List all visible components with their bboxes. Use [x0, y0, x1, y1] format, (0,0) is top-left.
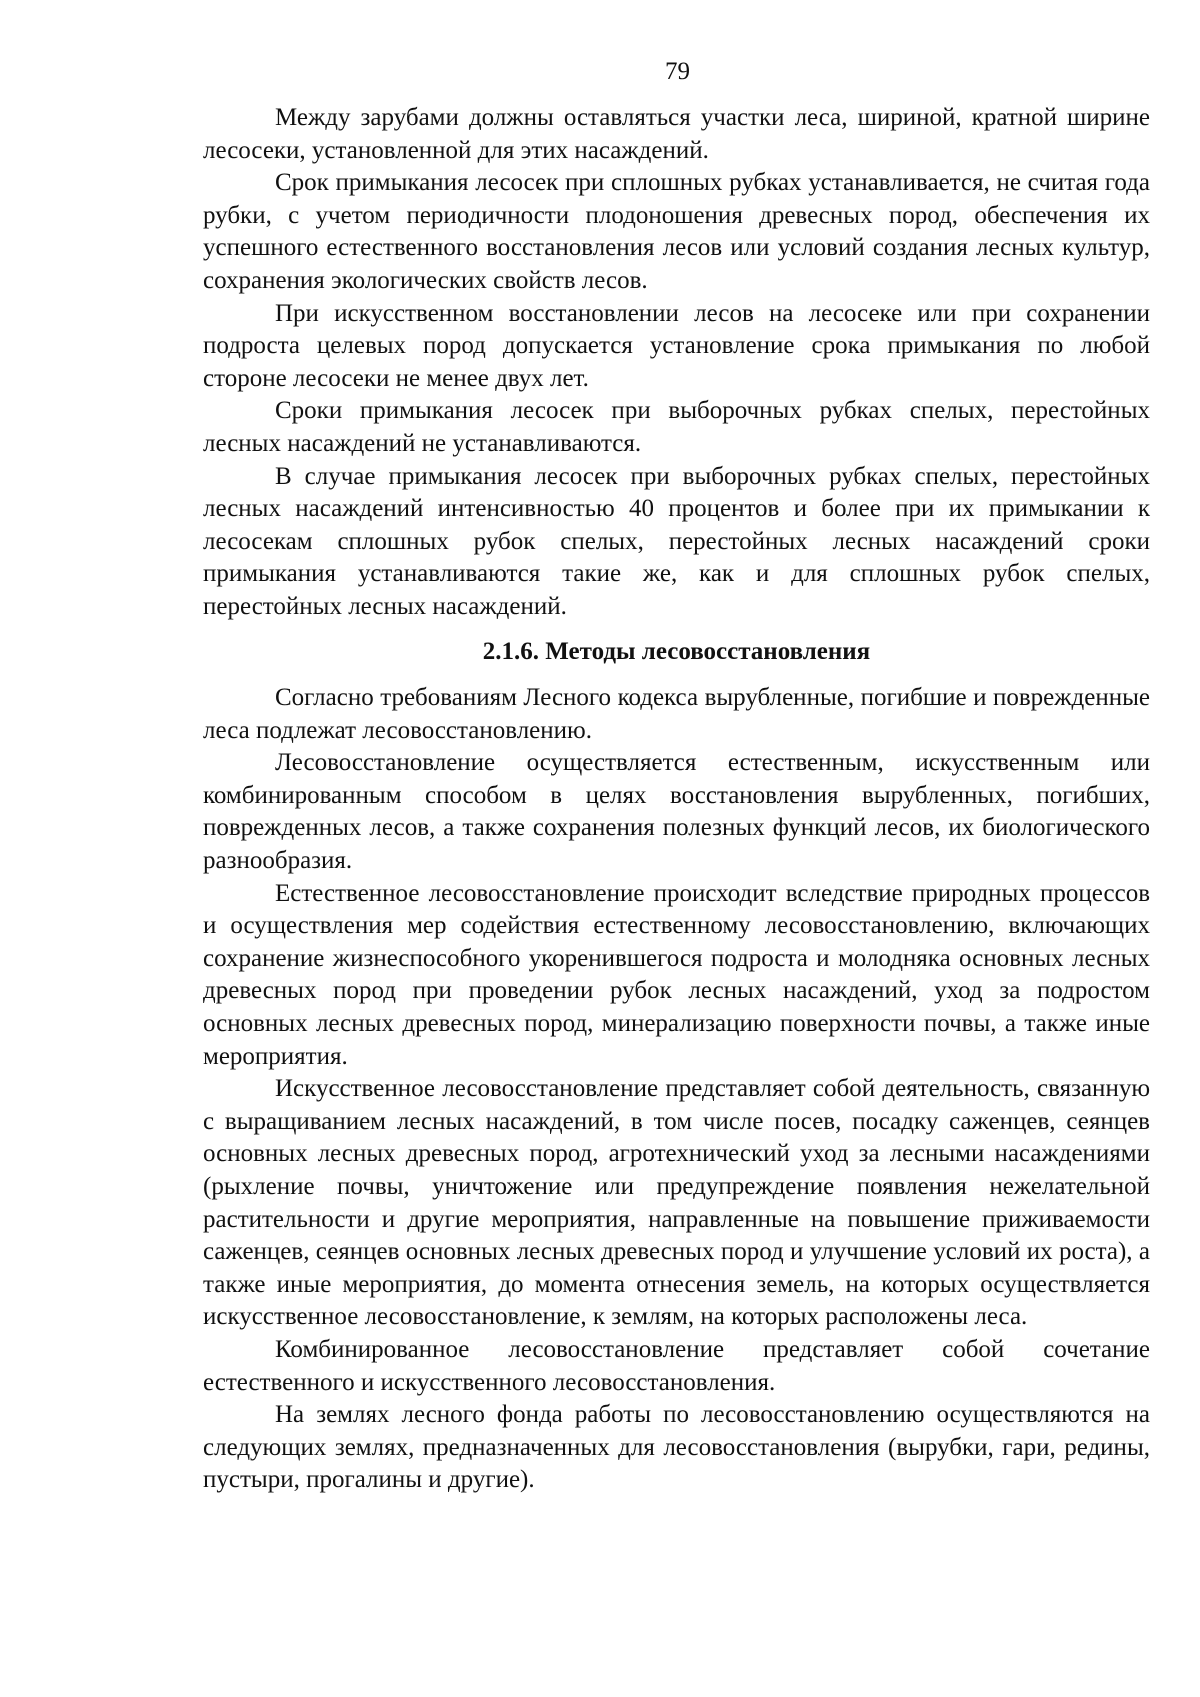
section-heading: 2.1.6. Методы лесовосстановления [482, 637, 871, 665]
paragraph-artificial-regeneration: Искусственное лесовосстановление представляет собой деятельность, связанную с выращиванием лесных насаждений, в том числе посев, посадку саженцев, сеянцев основных лесных древесных пород, агротехнический уход за лесными насаждениями (рыхление почвы, уничтожение или предупреждение появления нежелательной растительности и другие мероприятия, направленные на повышение приживаемости саженцев, сеянцев основных лесных древесных пород и улучшение условий их роста), а также иные мероприятия, до момента отнесения земель, на которых осуществляется искусственное лесовосстановление, к землям, на которых расположены леса. [203, 1075, 1150, 1331]
document-page [203, 56, 1150, 1497]
paragraph-selective-intensity-40: В случае примыкания лесосек при выборочных рубках спелых, перестойных лесных насаждений интенсивностью 40 процентов и более при их примыкании к лесосекам сплошных рубок спелых, перестойных лесных насаждений сроки примыкания устанавливаются такие же, как и для сплошных рубок спелых, перестойных лесных насаждений. [203, 462, 1150, 620]
paragraph-clearing-strips: Между зарубами должны оставляться участки леса, шириной, кратной ширине лесосеки, установленной для этих насаждений. [203, 104, 1150, 164]
paragraph-forest-code-requirement: Согласно требованиям Лесного кодекса вырубленные, погибшие и поврежденные леса подлежат лесовосстановлению. [203, 684, 1150, 744]
page-number: 79 [665, 58, 690, 85]
paragraph-regeneration-methods: Лесовосстановление осуществляется естественным, искусственным или комбинированным способом в целях восстановления вырубленных, погибших, поврежденных лесов, а также сохранения полезных функций лесов, их биологического разнообразия. [203, 749, 1150, 875]
paragraph-forest-fund-lands: На землях лесного фонда работы по лесовосстановлению осуществляются на следующих землях, предназначенных для лесовосстановления (вырубки, гари, редины, пустыри, прогалины и другие). [203, 1401, 1150, 1494]
paragraph-artificial-regeneration-term: При искусственном восстановлении лесов на лесосеке или при сохранении подроста целевых пород допускается установление срока примыкания по любой стороне лесосеки не менее двух лет. [203, 299, 1150, 392]
paragraph-adjacency-term-clearcut: Срок примыкания лесосек при сплошных рубках устанавливается, не считая года рубки, с учетом периодичности плодоношения древесных пород, обеспечения их успешного естественного восстановления лесов или условий создания лесных культур, сохранения экологических свойств лесов. [203, 169, 1150, 294]
paragraph-selective-felling-term: Сроки примыкания лесосек при выборочных рубках спелых, перестойных лесных насаждений не устанавливаются. [203, 397, 1150, 457]
paragraph-combined-regeneration: Комбинированное лесовосстановление представляет собой сочетание естественного и искусственного лесовосстановления. [203, 1335, 1150, 1396]
paragraph-natural-regeneration: Естественное лесовосстановление происходит вследствие природных процессов и осуществления мер содействия естественному лесовосстановлению, включающих сохранение жизнеспособного укоренившегося подроста и молодняка основных лесных древесных пород при проведении рубок лесных насаждений, уход за подростом основных лесных древесных пород, минерализацию поверхности почвы, а также иные мероприятия. [203, 879, 1150, 1070]
